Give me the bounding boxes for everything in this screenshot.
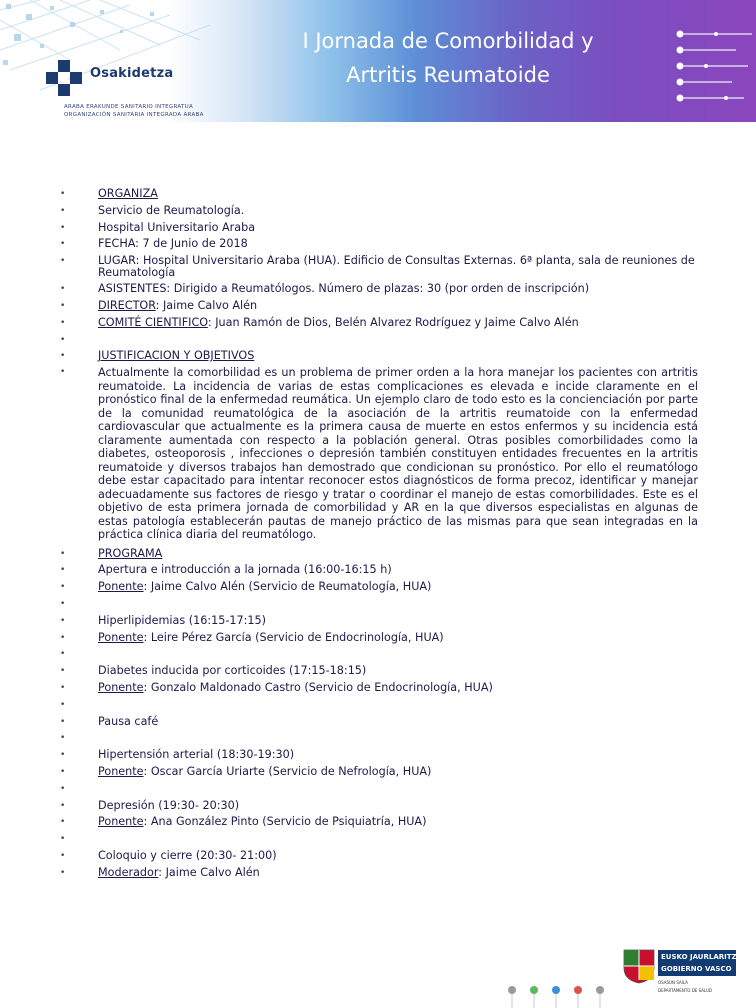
logo-subtitle-2: ORGANIZACIÓN SANITARIA INTEGRADA ARABA: [64, 112, 204, 118]
list-item: • PROGRAMA: [60, 546, 163, 560]
list-item: • FECHA: 7 de Junio de 2018: [60, 237, 248, 251]
list-item: •: [60, 733, 66, 744]
osakidetza-logo: [46, 56, 246, 126]
program-item-title: • Depresión (19:30- 20:30): [60, 798, 240, 812]
list-item: • Hospital Universitario Araba: [60, 220, 256, 234]
list-item: •: [60, 599, 66, 610]
comite-value: : Juan Ramón de Dios, Belén Alvarez Rodríguez y Jaime Calvo Alén: [207, 315, 579, 329]
program-item-speaker: • Ponente: Leire Pérez García (Servicio de Endocrinología, HUA): [60, 630, 444, 644]
program-item-speaker: • Ponente: Ana González Pinto (Servicio de Psiquiatría, HUA): [60, 815, 427, 829]
director-label: DIRECTOR: [98, 298, 156, 312]
program-item-title: • Hiperlipidemias (16:15-17:15): [60, 613, 267, 627]
programa-heading: PROGRAMA: [98, 546, 163, 560]
title-line-1: I Jornada de Comorbilidad y: [302, 29, 594, 53]
list-item: •: [60, 649, 66, 660]
hospital-text: Hospital Universitario Araba: [98, 220, 256, 234]
asistentes-text: ASISTENTES: Dirigido a Reumatólogos. Número de plazas: 30 (por orden de inscripción): [98, 282, 590, 296]
logo-subtitle-1: ARABA ERAKUNDE SANITARIO INTEGRATUA: [64, 104, 194, 110]
justificacion-heading: JUSTIFICACION Y OBJETIVOS: [98, 349, 255, 363]
document-body: [58, 186, 698, 882]
list-item: • ASISTENTES: Dirigido a Reumatólogos. Número de plazas: 30 (por orden de inscripción): [60, 282, 590, 296]
program-item-title: • Hipertensión arterial (18:30-19:30): [60, 748, 295, 762]
list-item: •: [60, 334, 66, 345]
fecha-text: FECHA: 7 de Junio de 2018: [98, 237, 248, 251]
title-line-2: Artritis Reumatoide: [346, 63, 550, 87]
program-item-speaker: • Moderador: Jaime Calvo Alén: [60, 865, 260, 879]
program-item-speaker: • Ponente: Jaime Calvo Alén (Servicio de Reumatología, HUA): [60, 580, 432, 594]
list-item: •: [60, 699, 66, 710]
list-item: • ORGANIZA: [60, 187, 158, 200]
gov-line-1: EUSKO JAURLARITZA: [661, 953, 743, 961]
osakidetza-logo-icon: [46, 60, 82, 96]
program-item-title: • Diabetes inducida por corticoides (17:15-18:15): [60, 664, 367, 678]
justificacion-text: Actualmente la comorbilidad es un problema de primer orden a la hora manejar los pacientes con artritis reumatoide. La incidencia de varias de estas complicaciones es elevada e incide claramente en el pronóstico final de la enfermedad reumática. Un ejemplo claro de todo esto es la concienciación por parte de la comunidad reumatológica de la asociación de la artritis reumatoide con la enfermedad cardiovascular que actualmente es la primera causa de muerte en estos enfermos y su incidencia está claramente aumentada con respecto a la población general. Otras posibles comorbilidades como la diabetes, osteoporosis , infecciones o depresión también constituyen entidades frecuentes en la artritis reumatoide y diversos trabajos han demostrado que condicionan su pronóstico. Por ello el reumatólogo debe estar capacitado para intentar reconocer estos diagnósticos de forma precoz, identificar y manejar adecuadamente sus factores de riesgo y tratar o coordinar el manejo de estas comorbilidades. Este es el objetivo de esta primera jornada de comorbilidad y AR en la que diversos especialistas en algunas de estas patología establecerán pautas de manejo práctico de las mismas para que sean integradas en la práctica clínica diaria del reumatólogo.: [98, 366, 698, 542]
decorative-dots-icon: [676, 20, 756, 120]
gov-department-1: OSASUN SAILA: [658, 980, 688, 985]
gobierno-vasco-shield-icon: [622, 948, 656, 984]
servicio-text: Servicio de Reumatología.: [98, 203, 245, 217]
list-item: •: [60, 834, 66, 845]
list-item: • JUSTIFICACION Y OBJETIVOS: [60, 349, 255, 363]
comite-label: COMITÉ CIENTIFICO: [98, 315, 208, 329]
list-item: • Actualmente la comorbilidad es un problema de primer orden a la hora manejar los pacientes con artritis reumatoide. La incidencia de varias de estas complicaciones es elevada e incide claramente en el pronóstico final de la enfermedad reumática. Un ejemplo claro de todo esto es la concienciación por parte de la comunidad reumatológica de la asociación de la artritis reumatoide con la enfermedad cardiovascular que actualmente es la primera causa de muerte en estos enfermos y su incidencia está claramente aumentada con respecto a la población general. Otras posibles comorbilidades como la diabetes, osteoporosis , infecciones o depresión también constituyen entidades frecuentes en la artritis reumatoide y diversos trabajos han demostrado que condicionan su pronóstico. Por ello el reumatólogo debe estar capacitado para intentar reconocer estos diagnósticos de forma precoz, identificar y manejar adecuadamente sus factores de riesgo y tratar o coordinar el manejo de estas comorbilidades. Este es el objetivo de esta primera jornada de comorbilidad y AR en la que diversos especialistas en algunas de estas patología establecerán pautas de manejo práctico de las mismas para que sean integradas en la práctica clínica diaria del reumatólogo.: [60, 366, 698, 542]
gov-department-2: DEPARTAMENTO DE SALUD: [658, 988, 712, 993]
page-title: [268, 24, 628, 92]
list-item: • DIRECTOR: Jaime Calvo Alén: [60, 298, 258, 312]
lugar-text: LUGAR: Hospital Universitario Araba (HUA). Edificio de Consultas Externas. 6ª planta, sala de reuniones de Reumatología: [98, 254, 695, 280]
list-item: •: [60, 783, 66, 794]
list-item: • Servicio de Reumatología.: [60, 203, 245, 217]
program-item-speaker: • Ponente: Oscar García Uriarte (Servicio de Nefrología, HUA): [60, 765, 432, 779]
gov-line-2: GOBIERNO VASCO: [661, 965, 732, 973]
logo-name: Osakidetza: [90, 66, 174, 81]
director-value: : Jaime Calvo Alén: [155, 298, 258, 312]
program-item-title: • Coloquio y cierre (20:30- 21:00): [60, 849, 277, 863]
program-item-speaker: • Ponente: Gonzalo Maldonado Castro (Servicio de Endocrinología, HUA): [60, 681, 493, 695]
organiza-heading: ORGANIZA: [98, 187, 158, 200]
gobierno-vasco-logo: [620, 944, 743, 1004]
program-item-title: • Pausa café: [60, 714, 159, 728]
list-item: • COMITÉ CIENTIFICO: Juan Ramón de Dios, Belén Alvarez Rodríguez y Jaime Calvo Alén: [60, 315, 579, 329]
list-item: • LUGAR: Hospital Universitario Araba (HUA). Edificio de Consultas Externas. 6ª planta, sala de reuniones de Reumatología: [60, 254, 695, 280]
program-item-title: • Apertura e introducción a la jornada (16:00-16:15 h): [60, 563, 392, 577]
gobierno-vasco-name: [658, 950, 743, 976]
